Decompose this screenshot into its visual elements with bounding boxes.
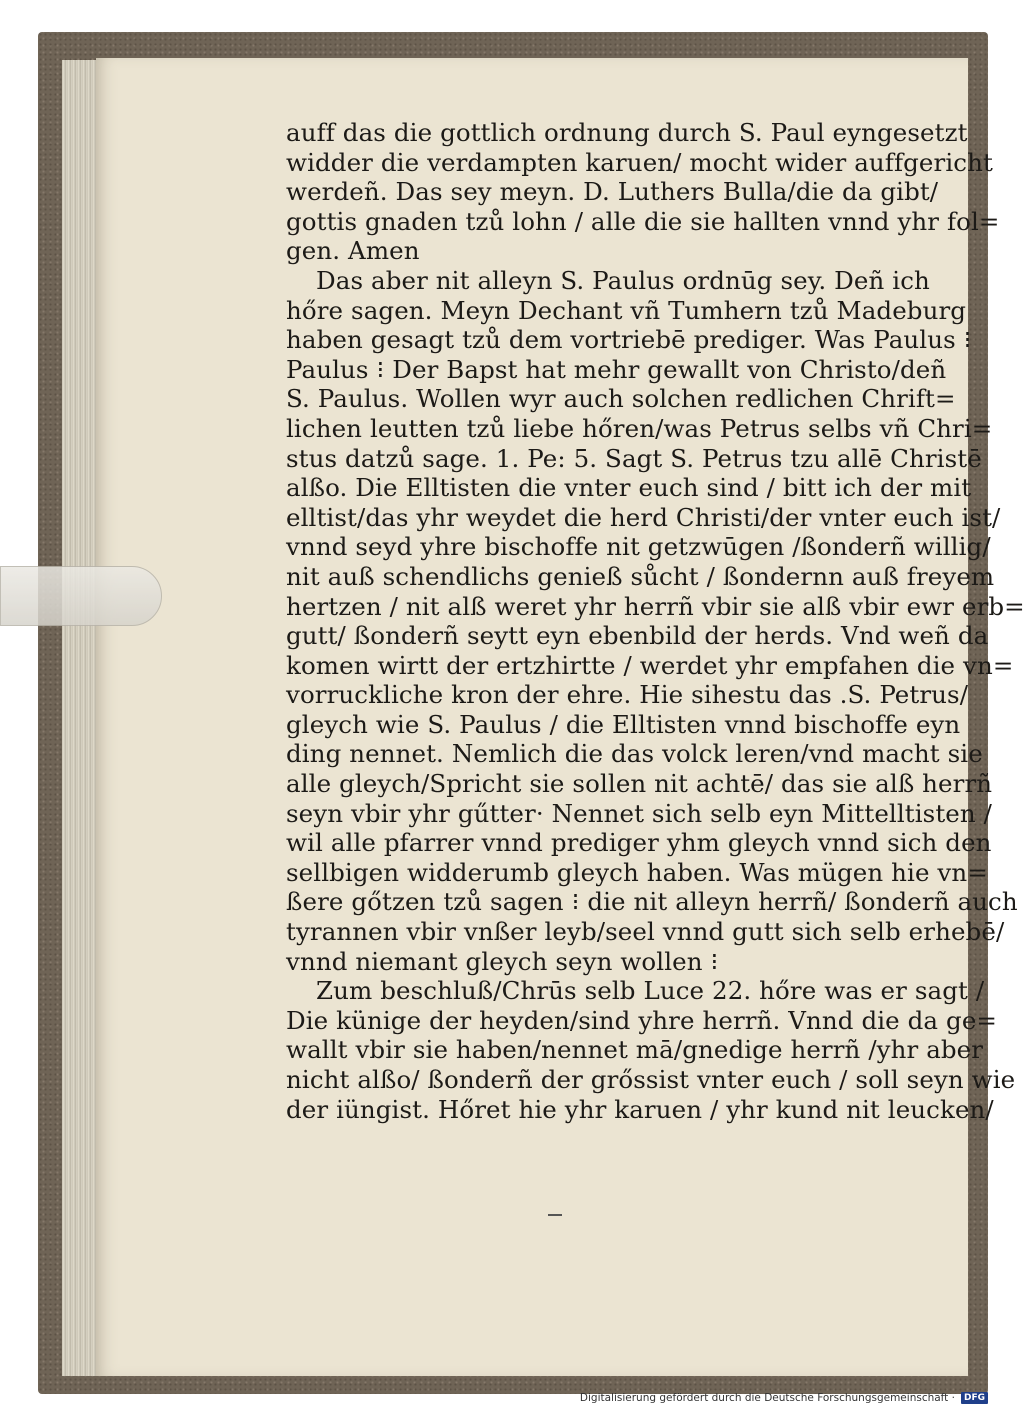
page-holder-tab <box>0 566 162 626</box>
text-line: widder die verdampten karuen/ mocht wider auffgericht <box>286 147 993 177</box>
page-edge-stack <box>62 60 98 1376</box>
text-line: hőre sagen. Meyn Dechant vñ Tumhern tzů Madeburg <box>286 295 967 325</box>
text-line: tyrannen vbir vnßer leyb/seel vnnd gutt sich selb erhebē/ <box>286 917 1005 947</box>
text-line: stus datzů sage. 1. Pe: 5. Sagt S. Petrus tzu allē Christē <box>286 443 982 473</box>
text-line: Das aber nit alleyn S. Paulus ordnūg sey. Deñ ich <box>316 265 930 295</box>
dfg-logo-icon: DFG <box>961 1392 988 1404</box>
text-line: komen wirtt der ertzhirtte / werdet yhr empfahen die vn= <box>286 650 1014 680</box>
page-text <box>286 118 1025 1124</box>
text-line: auff das die gottlich ordnung durch S. Paul eyngesetzt <box>286 118 968 147</box>
text-line: seyn vbir yhr gűtter· Nennet sich selb eyn Mittelltisten / <box>286 798 993 828</box>
book-page <box>96 58 1025 1376</box>
text-line: gutt/ ßonderñ seytt eyn ebenbild der herds. Vnd weñ da <box>286 621 989 651</box>
text-line: vorruckliche kron der ehre. Hie sihestu das .S. Petrus/ <box>286 680 969 710</box>
text-line: nicht alßo/ ßonderñ der grőssist vnter euch / soll seyn wie <box>286 1065 1016 1094</box>
text-line: sellbigen widderumb gleych haben. Was mügen hie vn= <box>286 857 988 887</box>
text-line: gleych wie S. Paulus / die Elltisten vnnd bischoffe eyn <box>286 709 961 739</box>
text-line: vnnd seyd yhre bischoffe nit getzwūgen /ßonderñ willig/ <box>286 532 991 562</box>
text-line: Die künige der heyden/sind yhre herrñ. Vnnd die da ge= <box>286 1005 998 1035</box>
text-line: alle gleych/Spricht sie sollen nit achtē/ das sie alß herrñ <box>286 769 993 799</box>
text-line: gottis gnaden tzů lohn / alle die sie hallten vnnd yhr fol= <box>286 206 1000 236</box>
text-line: Zum beschluß/Chrūs selb Luce 22. hőre was er sagt / <box>316 976 985 1006</box>
text-line: elltist/das yhr weydet die herd Christi/der vnter euch ist/ <box>286 502 1001 532</box>
text-line: gen. Amen <box>286 236 420 266</box>
text-line: alßo. Die Elltisten die vnter euch sind / bitt ich der mit <box>286 473 972 503</box>
text-line: ding nennet. Nemlich die das volck leren/vnd macht sie <box>286 739 983 769</box>
text-line: werdeñ. Das sey meyn. D. Luthers Bulla/die da gibt/ <box>286 177 939 207</box>
text-line: ßere gőtzen tzů sagen ⁝ die nit alleyn herrñ/ ßonderñ auch <box>286 887 1018 917</box>
text-line: hertzen / nit alß weret yhr herrñ vbir sie alß vbir ewr erb= <box>286 591 1025 621</box>
text-line: der iüngist. Hőret hie yhr karuen / yhr kund nit leucken/ <box>286 1094 994 1124</box>
text-line: wil alle pfarrer vnnd prediger yhm gleych vnnd sich den <box>286 828 992 858</box>
digitization-credit <box>580 1390 988 1406</box>
text-line: vnnd niemant gleych seyn wollen ⁝ <box>286 946 719 976</box>
text-line: lichen leutten tzů liebe hőren/was Petrus selbs vñ Chri= <box>286 413 993 443</box>
text-line: S. Paulus. Wollen wyr auch solchen redlichen Chrift= <box>286 384 956 414</box>
text-line: nit auß schendlichs genieß sůcht / ßondernn auß freyem <box>286 561 995 591</box>
credit-text: Digitalisierung gefördert durch die Deutsche Forschungsgemeinschaft · <box>579 1392 955 1404</box>
page-mark <box>548 1214 562 1216</box>
text-line: Paulus ⁝ Der Bapst hat mehr gewallt von Christo/deñ <box>286 354 947 384</box>
text-line: wallt vbir sie haben/nennet mā/gnedige herrñ /yhr aber <box>286 1035 984 1065</box>
text-line: haben gesagt tzů dem vortriebē prediger. Was Paulus ⁝ <box>286 325 972 355</box>
